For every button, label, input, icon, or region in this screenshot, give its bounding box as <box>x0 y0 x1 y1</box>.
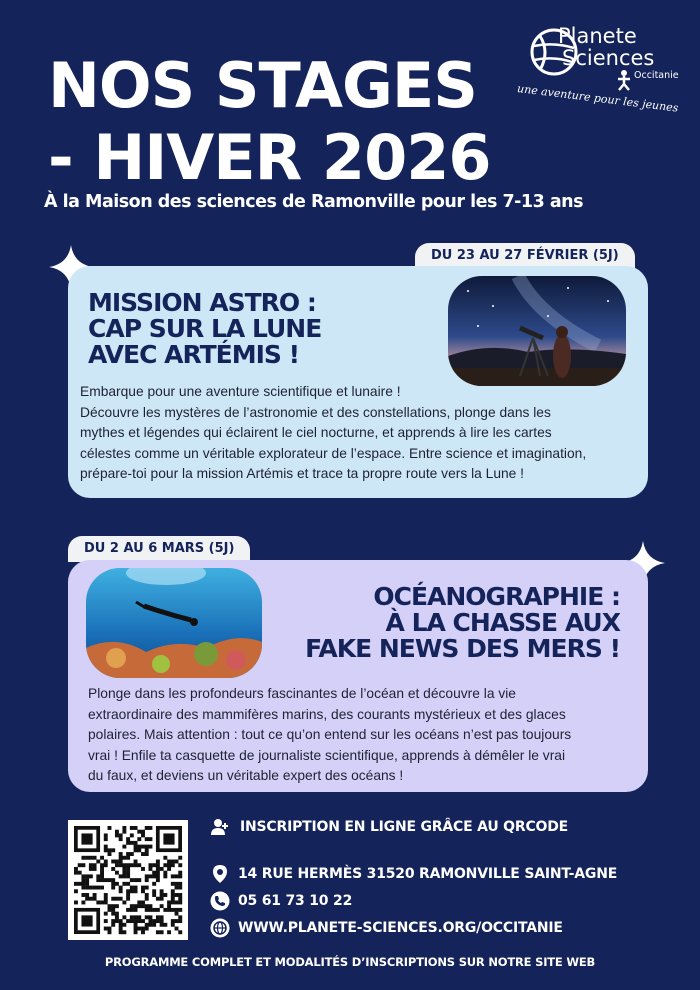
inscription-text: INSCRIPTION EN LIGNE GRÂCE AU QRCODE <box>240 819 569 835</box>
stage1-card <box>68 266 648 498</box>
registration-qr-code[interactable] <box>68 820 188 940</box>
phone-icon <box>210 891 230 911</box>
stage2-text-line: extraordinaire des mammifères marins, des courants mystérieux et des glaces <box>88 706 566 722</box>
program-note: PROGRAMME COMPLET ET MODALITÉS D’INSCRIPTIONS SUR NOTRE SITE WEB <box>104 955 596 969</box>
scuba-diver-photo <box>86 568 262 678</box>
page-subtitle: À la Maison des sciences de Ramonville pour les 7-13 ans <box>44 192 584 212</box>
stage2-text-line: Plonge dans les profondeurs fascinantes de l’océan et découvre la vie <box>88 686 516 701</box>
page-title-line-1: NOS STAGES <box>48 49 477 122</box>
stargazer-telescope-photo <box>448 276 626 386</box>
stage2-text-line: vrai ! Enfile ta casquette de journaliste scientifique, apprends à démêler le vrai <box>88 747 566 763</box>
stage1-date-tag: DU 23 AU 27 FÉVRIER (5J) <box>415 243 635 269</box>
stage1-text-line: prépare-toi pour la mission Artémis et trace ta propre route vers la Lune ! <box>80 466 525 481</box>
stage2-title-line-2: À LA CHASSE AUX <box>385 608 620 637</box>
globe-web-icon <box>210 918 230 938</box>
website-link[interactable]: WWW.PLANETE-SCIENCES.ORG/OCCITANIE <box>238 920 563 936</box>
stage2-card <box>68 560 648 792</box>
user-add-icon <box>210 817 230 837</box>
stage2-title-line-3: FAKE NEWS DES MERS ! <box>305 634 620 663</box>
stage1-text-line: Embarque pour une aventure scientifique et lunaire ! <box>80 384 401 399</box>
stage1-text-line: mythes et légendes qui éclairent le ciel nocturne, et apprends à lire les cartes <box>80 425 552 440</box>
logo-region: Occitanie <box>634 70 679 81</box>
stage1-title-line-2: CAP SUR LA LUNE <box>88 314 322 343</box>
stage1-title-line-3: AVEC ARTÉMIS ! <box>88 340 300 369</box>
stage2-text-line: polaires. Mais attention : tout ce qu’on entend sur les océans n’est pas toujours <box>88 727 572 742</box>
location-pin-icon <box>210 864 230 884</box>
planete-sciences-logo[interactable] <box>516 12 686 115</box>
stage1-title-line-1: MISSION ASTRO : <box>88 288 316 317</box>
stage1-description <box>80 382 640 485</box>
stage2-text-line: du faux, et deviens un véritable expert des océans ! <box>88 768 404 783</box>
stage1-text-line: célestes comme un véritable explorateur de l’espace. Entre science et imagination, <box>80 445 587 461</box>
phone-number[interactable]: 05 61 73 10 22 <box>238 893 353 909</box>
stage2-title-line-1: OCÉANOGRAPHIE : <box>373 582 620 611</box>
logo-name-line-2: Sciences <box>562 46 655 70</box>
stage1-text-line: Découvre les mystères de l’astronomie et des constellations, plonge dans les <box>80 404 551 420</box>
logo-name-line-1: Planete <box>558 24 637 48</box>
logo-tagline: une aventure pour les jeunes <box>516 82 680 115</box>
page-title-line-2: - HIVER 2026 <box>48 121 491 194</box>
address-text: 14 RUE HERMÈS 31520 RAMONVILLE SAINT-AGNE <box>238 866 618 882</box>
stage2-description <box>88 684 638 787</box>
stage2-date-tag: DU 2 AU 6 MARS (5J) <box>68 536 250 562</box>
